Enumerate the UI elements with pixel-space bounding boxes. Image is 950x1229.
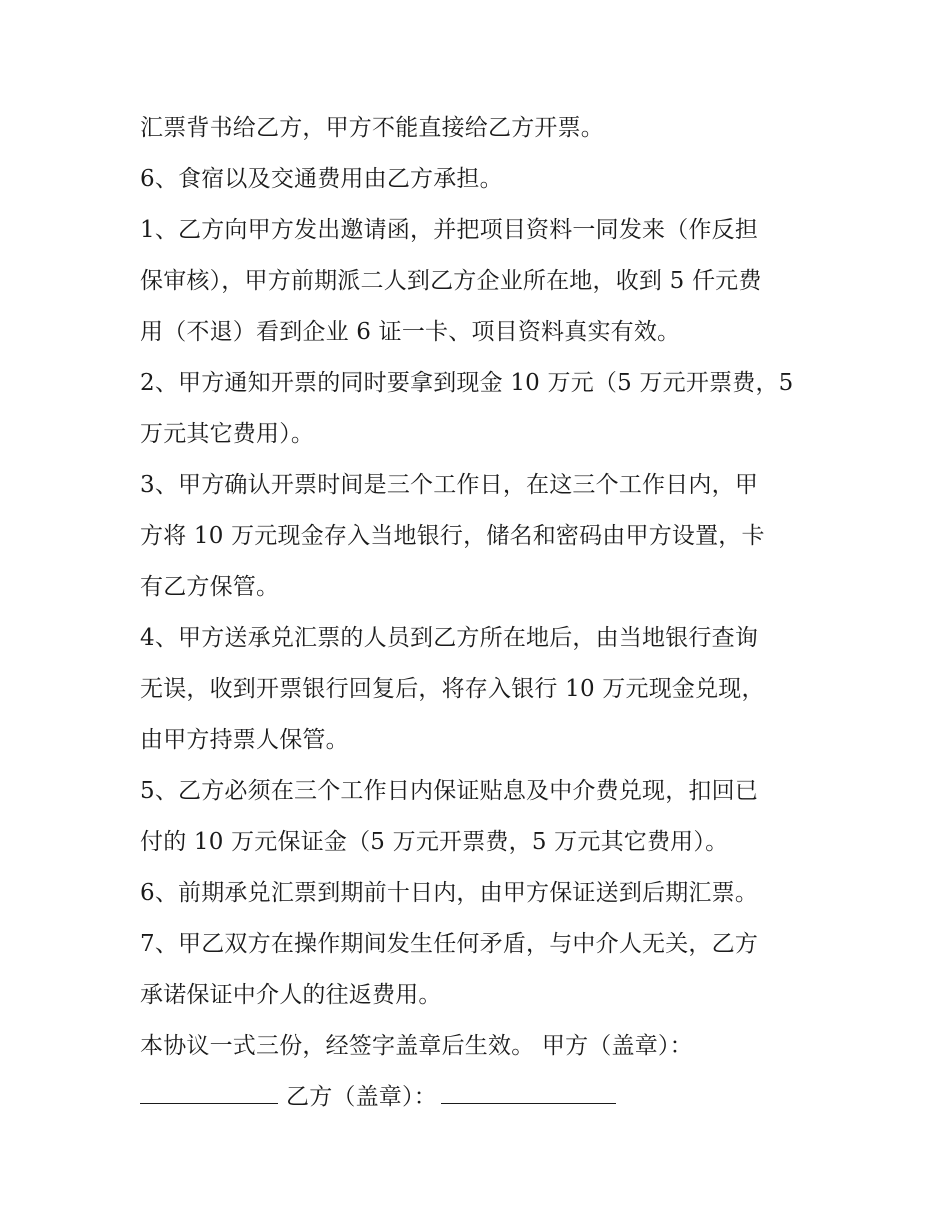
- text-line-18: 承诺保证中介人的往返费用。: [140, 982, 442, 1008]
- text-line-14: 5、乙方必须在三个工作日内保证贴息及中介费兑现，扣回已: [140, 778, 759, 804]
- text-line-17: 7、甲乙双方在操作期间发生任何矛盾，与中介人无关，乙方: [140, 931, 759, 957]
- text-line-7: 万元其它费用）。: [140, 421, 315, 447]
- signature-line: [140, 1072, 820, 1123]
- text-line-11: 4、甲方送承兑汇票的人员到乙方所在地后，由当地银行查询: [140, 625, 759, 651]
- text-line-1: 汇票背书给乙方，甲方不能直接给乙方开票。: [140, 115, 604, 141]
- text-line-10: 有乙方保管。: [140, 574, 280, 600]
- text-line-4: 保审核），甲方前期派二人到乙方企业所在地，收到 5 仟元费: [140, 268, 762, 294]
- text-line-16: 6、前期承兑汇票到期前十日内，由甲方保证送到后期汇票。: [140, 880, 759, 906]
- text-line-8: 3、甲方确认开票时间是三个工作日，在这三个工作日内，甲: [140, 472, 759, 498]
- text-line-19: 本协议一式三份，经签字盖章后生效。 甲方（盖章）：: [140, 1033, 693, 1059]
- party-b-signature-label: 乙方（盖章）：: [286, 1084, 437, 1110]
- text-line-2: 6、食宿以及交通费用由乙方承担。: [140, 166, 503, 192]
- party-b-signature-blank: [441, 1073, 616, 1104]
- text-line-15: 付的 10 万元保证金（5 万元开票费，5 万元其它费用）。: [140, 829, 729, 855]
- text-line-6: 2、甲方通知开票的同时要拿到现金 10 万元（5 万元开票费，5: [140, 370, 794, 396]
- party-a-signature-blank: [140, 1073, 278, 1104]
- text-line-3: 1、乙方向甲方发出邀请函，并把项目资料一同发来（作反担: [140, 217, 759, 243]
- text-line-13: 由甲方持票人保管。: [140, 727, 349, 753]
- agreement-body: [140, 103, 820, 1123]
- text-line-5: 用（不退）看到企业 6 证一卡、项目资料真实有效。: [140, 319, 681, 345]
- text-line-9: 方将 10 万元现金存入当地银行，储名和密码由甲方设置，卡: [140, 523, 765, 549]
- text-line-12: 无误，收到开票银行回复后，将存入银行 10 万元现金兑现，: [140, 676, 765, 702]
